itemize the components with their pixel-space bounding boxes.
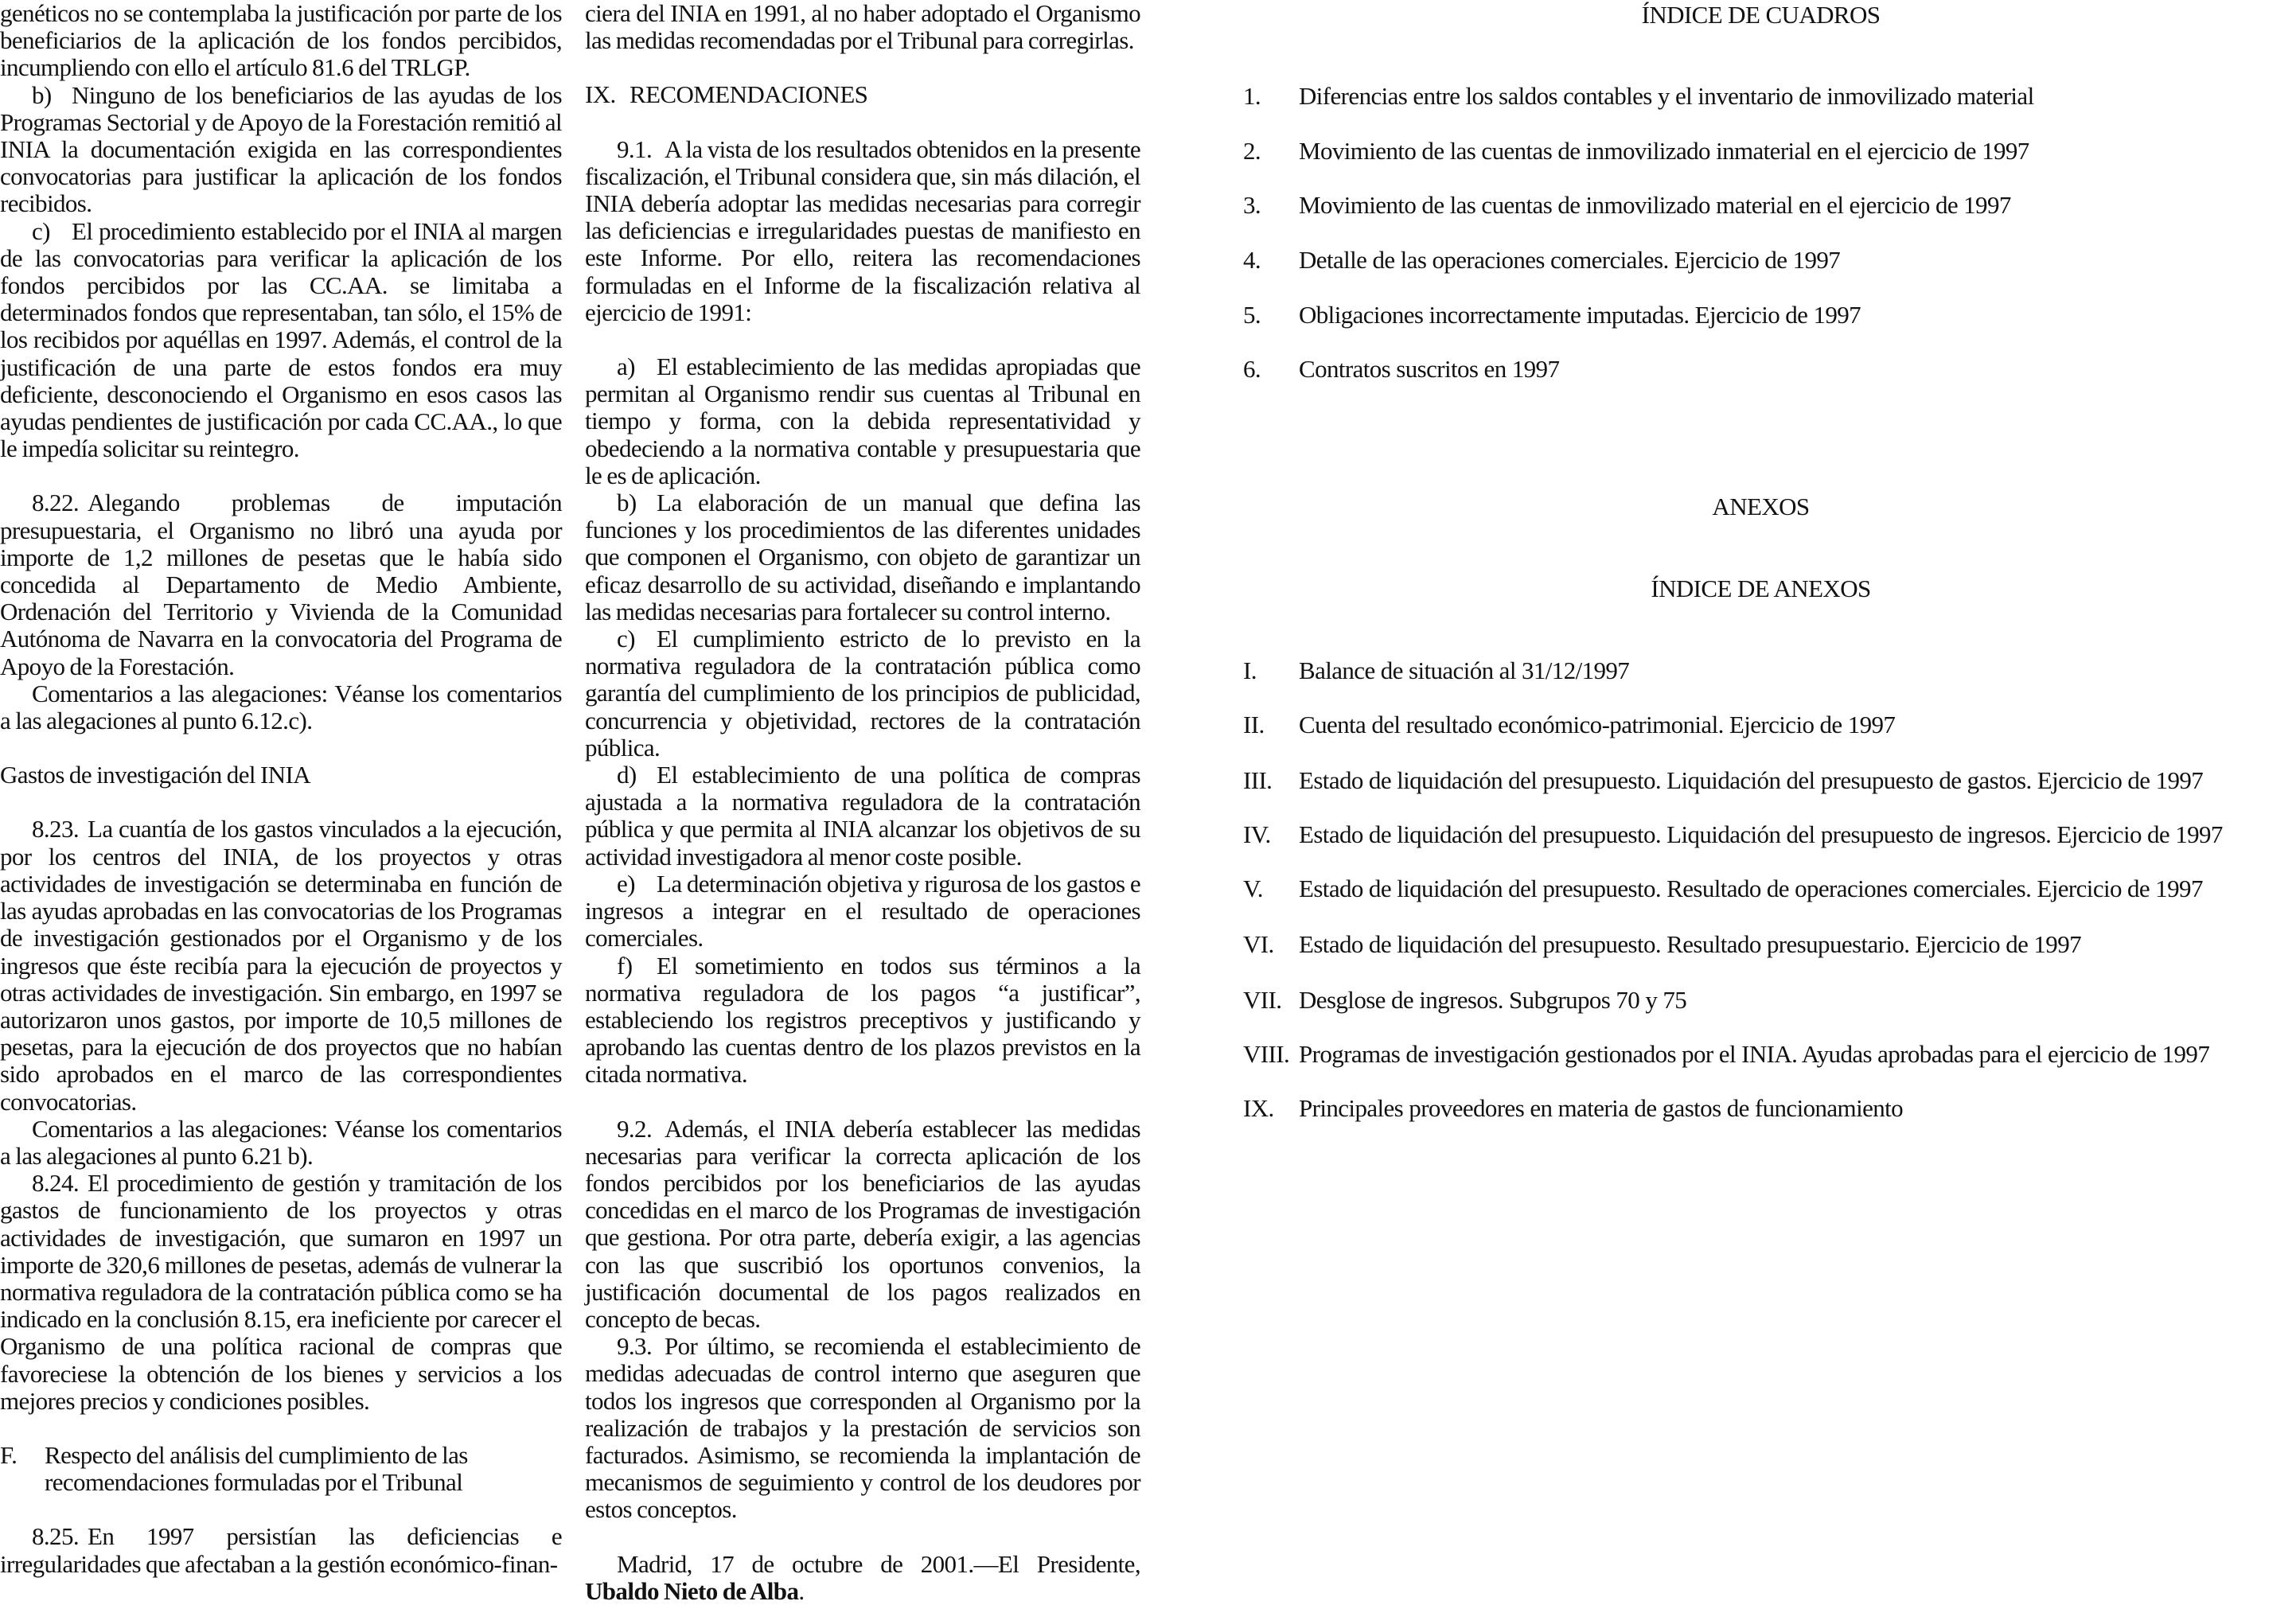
item-title: Cuenta del resultado económico-patrimonial. Ejercicio de 1997 (1299, 711, 1896, 738)
paragraph-9-3 (585, 1333, 1140, 1523)
paragraph-text: En 1997 persistían las deficiencias e irregularidades que afectaban a la gestión económico-finan- (0, 1522, 562, 1578)
item-title: Estado de liquidación del presupuesto. Resultado de operaciones comerciales. Ejercicio de 1997 (1299, 875, 2203, 902)
item-title: Movimiento de las cuentas de inmovilizado inmaterial en el ejercicio de 1997 (1299, 137, 2029, 165)
item-title: Programas de investigación gestionados por el INIA. Ayudas aprobadas para el ejercicio de 1997 (1299, 1040, 2210, 1068)
paragraph-number: 8.25. (32, 1522, 80, 1551)
item-number: 6. (1243, 355, 1261, 383)
section-label: F. (0, 1440, 18, 1469)
paragraph-text: A la vista de los resultados obtenidos en la presente fiscalización, el Tribunal considera que, sin más dilación, el INIA debería adoptar las medidas necesarias para corregir las deficiencias e irregularidades puestas de manifiesto en este Informe. Por ello, reitera las recomendaciones formuladas en el Informe de la fiscalización relativa al ejercicio de 1991: (585, 134, 1140, 326)
item-number: 2. (1243, 137, 1261, 165)
paragraph-text: Por último, se recomienda el establecimiento de medidas adecuadas de control interno que aseguren que todos los ingresos que corresponden al Organismo por la realización de trabajos y la prestación de servicios son facturados. Asimismo, se recomienda la implantación de mecanismos de seguimiento y control de los deudores por estos conceptos. (585, 1332, 1140, 1524)
signatory-name: Ubaldo Nieto de Alba (585, 1576, 799, 1605)
signature-end: . (798, 1576, 805, 1605)
item-label: e) (617, 869, 635, 898)
cuadro-item (1243, 302, 2296, 329)
anexo-item (1243, 657, 2296, 684)
paragraph-c (0, 218, 562, 463)
comment-8-22: Comentarios a las alegaciones: Véanse los comentarios a las alegaciones al punto 6.12.c). (0, 679, 562, 735)
paragraph-text: Alegando problemas de imputación presupuestaria, el Organismo no libró una ayuda por importe de 1,2 millones de pesetas que le había sido concedida al Departamento de Medio Ambiente, Ordenación del Territorio y Vivienda de la Comunidad Autónoma de Navarra en la convocatoria del Programa de Apoyo de la Forestación. (0, 489, 562, 680)
paragraph-number: 9.1. (617, 134, 653, 163)
cuadro-item (1243, 83, 2296, 110)
item-title: Desglose de ingresos. Subgrupos 70 y 75 (1299, 986, 1687, 1014)
anexo-item (1243, 1095, 2296, 1122)
anexos-title: ANEXOS (1712, 493, 1810, 520)
paragraph-text: La cuantía de los gastos vinculados a la ejecución, por los centros del INIA, de los proyectos y otras actividades de investigación se determinaba en función de las ayudas aprobadas en las convocatorias de los Programas de investigación gestionados por el Organismo y de los ingresos que éste recibía para la ejecución de proyectos y otras actividades de investigación. Sin embargo, en 1997 se autorizaron unos gastos, por importe de 10,5 millones de pesetas, para la ejecución de dos proyectos que no habían sido aprobados en el marco de las correspondientes convocatorias. (0, 815, 562, 1116)
item-label: f) (617, 951, 633, 980)
anexo-item (1243, 1041, 2296, 1068)
paragraph-number: 8.22. (32, 489, 80, 517)
anexo-item (1243, 987, 2296, 1014)
item-number: IX. (1243, 1094, 1274, 1122)
recommendation-c (585, 625, 1140, 762)
recommendation-b (585, 489, 1140, 625)
anexo-item (1243, 875, 2296, 902)
paragraph-number: 8.24. (32, 1169, 80, 1198)
subheading-gastos-investigacion: Gastos de investigación del INIA (0, 761, 311, 789)
item-label: d) (617, 761, 637, 789)
item-title: Estado de liquidación del presupuesto. Liquidación del presupuesto de ingresos. Ejercicio de 1997 (1299, 820, 2223, 848)
item-number: I. (1243, 656, 1257, 684)
section-title: Respecto del análisis del cumplimiento de las recomendaciones formuladas por el Tribunal (45, 1440, 468, 1497)
item-text: El establecimiento de una política de compras ajustada a la normativa reguladora de la contratación pública y que permita al INIA alcanzar los objetivos de su actividad investigadora al menor coste posible. (585, 761, 1140, 871)
recommendation-f (585, 952, 1140, 1089)
item-number: VI. (1243, 930, 1274, 958)
comment-8-23: Comentarios a las alegaciones: Véanse los comentarios a las alegaciones al punto 6.21 b). (0, 1114, 562, 1170)
section-title: RECOMENDACIONES (630, 80, 868, 109)
anexos-index-title: ÍNDICE DE ANEXOS (1651, 575, 1871, 602)
text-column-left (0, 0, 562, 1578)
paragraph-continuation: ciera del INIA en 1991, al no haber adoptado el Organismo las medidas recomendadas por el Tribunal para corregirlas. (585, 0, 1140, 55)
recommendation-d (585, 762, 1140, 871)
item-text: El cumplimiento estricto de lo previsto en la normativa reguladora de la contratación pública como garantía del cumplimiento de los principios de publicidad, concurrencia y objetividad, rectores de la contratación pública. (585, 625, 1140, 762)
anexo-item (1243, 711, 2296, 738)
item-text: El procedimiento establecido por el INIA al margen de las convocatorias para verificar la aplicación de los fondos percibidos por las CC.AA. se limitaba a determinados fondos que representaban, tan sólo, el 15% de los recibidos por aquéllas en 1997. Además, el control de la justificación de una parte de estos fondos era muy deficiente, desconociendo el Organismo en esos casos las ayudas pendientes de justificación por cada CC.AA., lo que le impedía solicitar su reintegro. (0, 216, 562, 463)
item-title: Principales proveedores en materia de gastos de funcionamiento (1299, 1094, 1904, 1122)
cuadro-item (1243, 138, 2296, 165)
paragraph-b (0, 82, 562, 218)
item-title: Detalle de las operaciones comerciales. Ejercicio de 1997 (1299, 246, 1841, 274)
cuadros-index-title: ÍNDICE DE CUADROS (1641, 1, 1881, 29)
item-title: Diferencias entre los saldos contables y el inventario de inmovilizado material (1299, 82, 2034, 110)
item-number: V. (1243, 875, 1263, 902)
paragraph-text: Además, el INIA debería establecer las medidas necesarias para verificar la correcta aplicación de los fondos percibidos por los beneficiarios de las ayudas concedidas en el marco de los Programas de investigación que gestiona. Por otra parte, debería exigir, a las agencias con las que suscribió los oportunos convenios, la justificación documental de los pagos realizados en concepto de becas. (585, 1114, 1140, 1333)
item-number: III. (1243, 766, 1273, 794)
item-title: Estado de liquidación del presupuesto. Resultado presupuestario. Ejercicio de 1997 (1299, 930, 2082, 958)
paragraph-8-23 (0, 816, 562, 1115)
paragraph-number: 9.3. (617, 1332, 653, 1361)
paragraph-8-25 (0, 1523, 562, 1577)
signature-date: Madrid, 17 de octubre de 2001.—El Presidente, (617, 1549, 1140, 1578)
cuadro-item (1243, 192, 2296, 219)
item-number: IV. (1243, 820, 1271, 848)
paragraph-9-1 (585, 136, 1140, 326)
item-text: La elaboración de un manual que defina las funciones y los procedimientos de las diferentes unidades que componen el Organismo, con objeto de garantizar un eficaz desarrollo de su actividad, diseñando e implantando las medidas necesarias para fortalecer su control interno. (585, 489, 1140, 625)
cuadro-item (1243, 247, 2296, 274)
item-label: c) (32, 216, 50, 245)
item-text: El sometimiento en todos sus términos a la normativa reguladora de los pagos “a justificar”, estableciendo los registros preceptivos y justificando y aprobando las cuentas dentro de los plazos previstos en la citada normativa. (585, 951, 1140, 1089)
item-number: VIII. (1243, 1040, 1290, 1068)
paragraph-number: 8.23. (32, 815, 80, 843)
item-title: Movimiento de las cuentas de inmovilizado material en el ejercicio de 1997 (1299, 191, 2011, 219)
item-number: 5. (1243, 301, 1261, 329)
item-text: La determinación objetiva y rigurosa de los gastos e ingresos a integrar en el resultado de operaciones comerciales. (585, 869, 1140, 952)
item-label: b) (617, 489, 637, 517)
paragraph-8-22 (0, 489, 562, 680)
item-number: 4. (1243, 246, 1261, 274)
item-label: a) (617, 353, 635, 381)
item-text: Ninguno de los beneficiarios de las ayudas de los Programas Sectorial y de Apoyo de la Forestación remitió al INIA la documentación exigida en las correspondientes convocatorias para justificar la aplicación de los fondos recibidos. (0, 80, 562, 218)
anexo-item (1243, 821, 2296, 848)
text-column-middle (585, 0, 1140, 1605)
item-number: 1. (1243, 82, 1261, 110)
paragraph-continuation: genéticos no se contemplaba la justificación por parte de los beneficiarios de la aplicación de los fondos percibidos, incumpliendo con ello el artículo 81.6 del TRLGP. (0, 0, 562, 82)
item-title: Obligaciones incorrectamente imputadas. Ejercicio de 1997 (1299, 301, 1861, 329)
paragraph-9-2 (585, 1116, 1140, 1334)
item-title: Contratos suscritos en 1997 (1299, 355, 1560, 383)
item-number: VII. (1243, 986, 1282, 1014)
recommendation-a (585, 353, 1140, 489)
signature (585, 1551, 1140, 1605)
item-number: II. (1243, 711, 1265, 738)
index-column-right (1226, 0, 2296, 1588)
section-f-heading (0, 1442, 562, 1496)
item-title: Estado de liquidación del presupuesto. Liquidación del presupuesto de gastos. Ejercicio de 1997 (1299, 766, 2204, 794)
anexo-item (1243, 767, 2296, 794)
paragraph-number: 9.2. (617, 1114, 653, 1143)
paragraph-8-24 (0, 1170, 562, 1415)
item-label: b) (32, 80, 52, 109)
section-number: IX. (585, 80, 616, 109)
section-ix-heading (585, 81, 1140, 108)
paragraph-text: El procedimiento de gestión y tramitación de los gastos de funcionamiento de los proyectos y otras actividades de investigación, que sumaron en 1997 un importe de 320,6 millones de pesetas, además de vulnerar la normativa reguladora de la contratación pública como se ha indicado en la conclusión 8.15, era ineficiente por carecer el Organismo de una política racional de compras que favoreciese la obtención de los bienes y servicios a los mejores precios y condiciones posibles. (0, 1169, 562, 1415)
item-text: El establecimiento de las medidas apropiadas que permitan al Organismo rendir sus cuentas al Tribunal en tiempo y forma, con la debida representatividad y obedeciendo a la normativa contable y presupuestaria que le es de aplicación. (585, 353, 1140, 489)
item-number: 3. (1243, 191, 1261, 219)
item-title: Balance de situación al 31/12/1997 (1299, 656, 1630, 684)
recommendation-e (585, 871, 1140, 952)
cuadro-item (1243, 356, 2296, 383)
anexo-item (1243, 931, 2296, 958)
item-label: c) (617, 625, 635, 653)
